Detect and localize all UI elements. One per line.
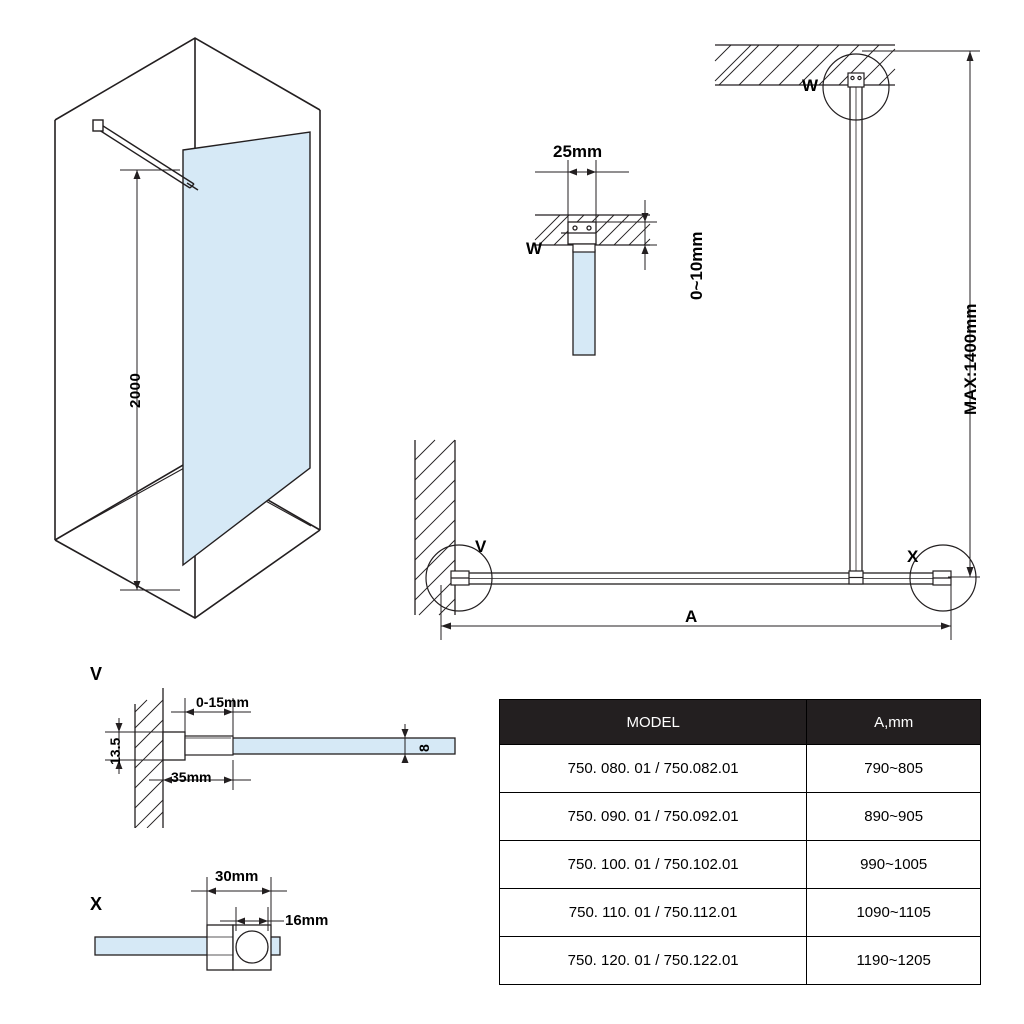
table-header-a: A,mm xyxy=(807,700,981,745)
detail-w-gap-dimension: 0~10mm xyxy=(687,231,706,300)
table-row xyxy=(500,793,981,841)
detail-w-width-dimension: 25mm xyxy=(553,142,603,161)
detail-x-profile-dimension: 30mm xyxy=(215,868,259,885)
plan-callout-x-label: X xyxy=(907,547,919,566)
detail-x-view xyxy=(75,865,405,1005)
cell-a: 790~805 xyxy=(807,745,981,793)
glass-panel xyxy=(183,132,310,565)
isometric-view xyxy=(20,20,360,620)
cell-a: 1190~1205 xyxy=(807,937,981,985)
table-header-model: MODEL xyxy=(500,700,807,745)
plan-width-dimension: A xyxy=(685,607,698,626)
detail-x-bar-dimension: 16mm xyxy=(285,912,329,929)
cell-model: 750. 120. 01 / 750.122.01 xyxy=(500,937,807,985)
table-row xyxy=(500,841,981,889)
cell-model: 750. 080. 01 / 750.082.01 xyxy=(500,745,807,793)
detail-v-view xyxy=(75,668,465,828)
detail-x-callout-label: X xyxy=(90,894,103,914)
detail-w-callout-label: W xyxy=(526,239,543,258)
cell-model: 750. 100. 01 / 750.102.01 xyxy=(500,841,807,889)
detail-v-adjust-dimension: 0-15mm xyxy=(196,694,249,710)
plan-view xyxy=(395,25,995,655)
cell-a: 1090~1105 xyxy=(807,889,981,937)
detail-v-offset-dimension: 13.5 xyxy=(107,737,123,765)
detail-v-profile-dimension: 35mm xyxy=(171,769,212,785)
model-spec-table xyxy=(499,699,981,985)
table-header-row xyxy=(500,700,981,745)
table-row xyxy=(500,889,981,937)
table-row xyxy=(500,937,981,985)
cell-model: 750. 090. 01 / 750.092.01 xyxy=(500,793,807,841)
plan-callout-v-label: V xyxy=(475,537,487,556)
iso-height-dimension: 2000 xyxy=(127,372,144,408)
cell-model: 750. 110. 01 / 750.112.01 xyxy=(500,889,807,937)
cell-a: 990~1005 xyxy=(807,841,981,889)
table-row xyxy=(500,745,981,793)
cell-a: 890~905 xyxy=(807,793,981,841)
detail-v-glass-thickness-dimension: 8 xyxy=(416,744,432,752)
plan-height-dimension: MAX:1400mm xyxy=(961,303,980,415)
plan-callout-w-label: W xyxy=(802,76,819,95)
detail-v-callout-label: V xyxy=(90,664,103,684)
